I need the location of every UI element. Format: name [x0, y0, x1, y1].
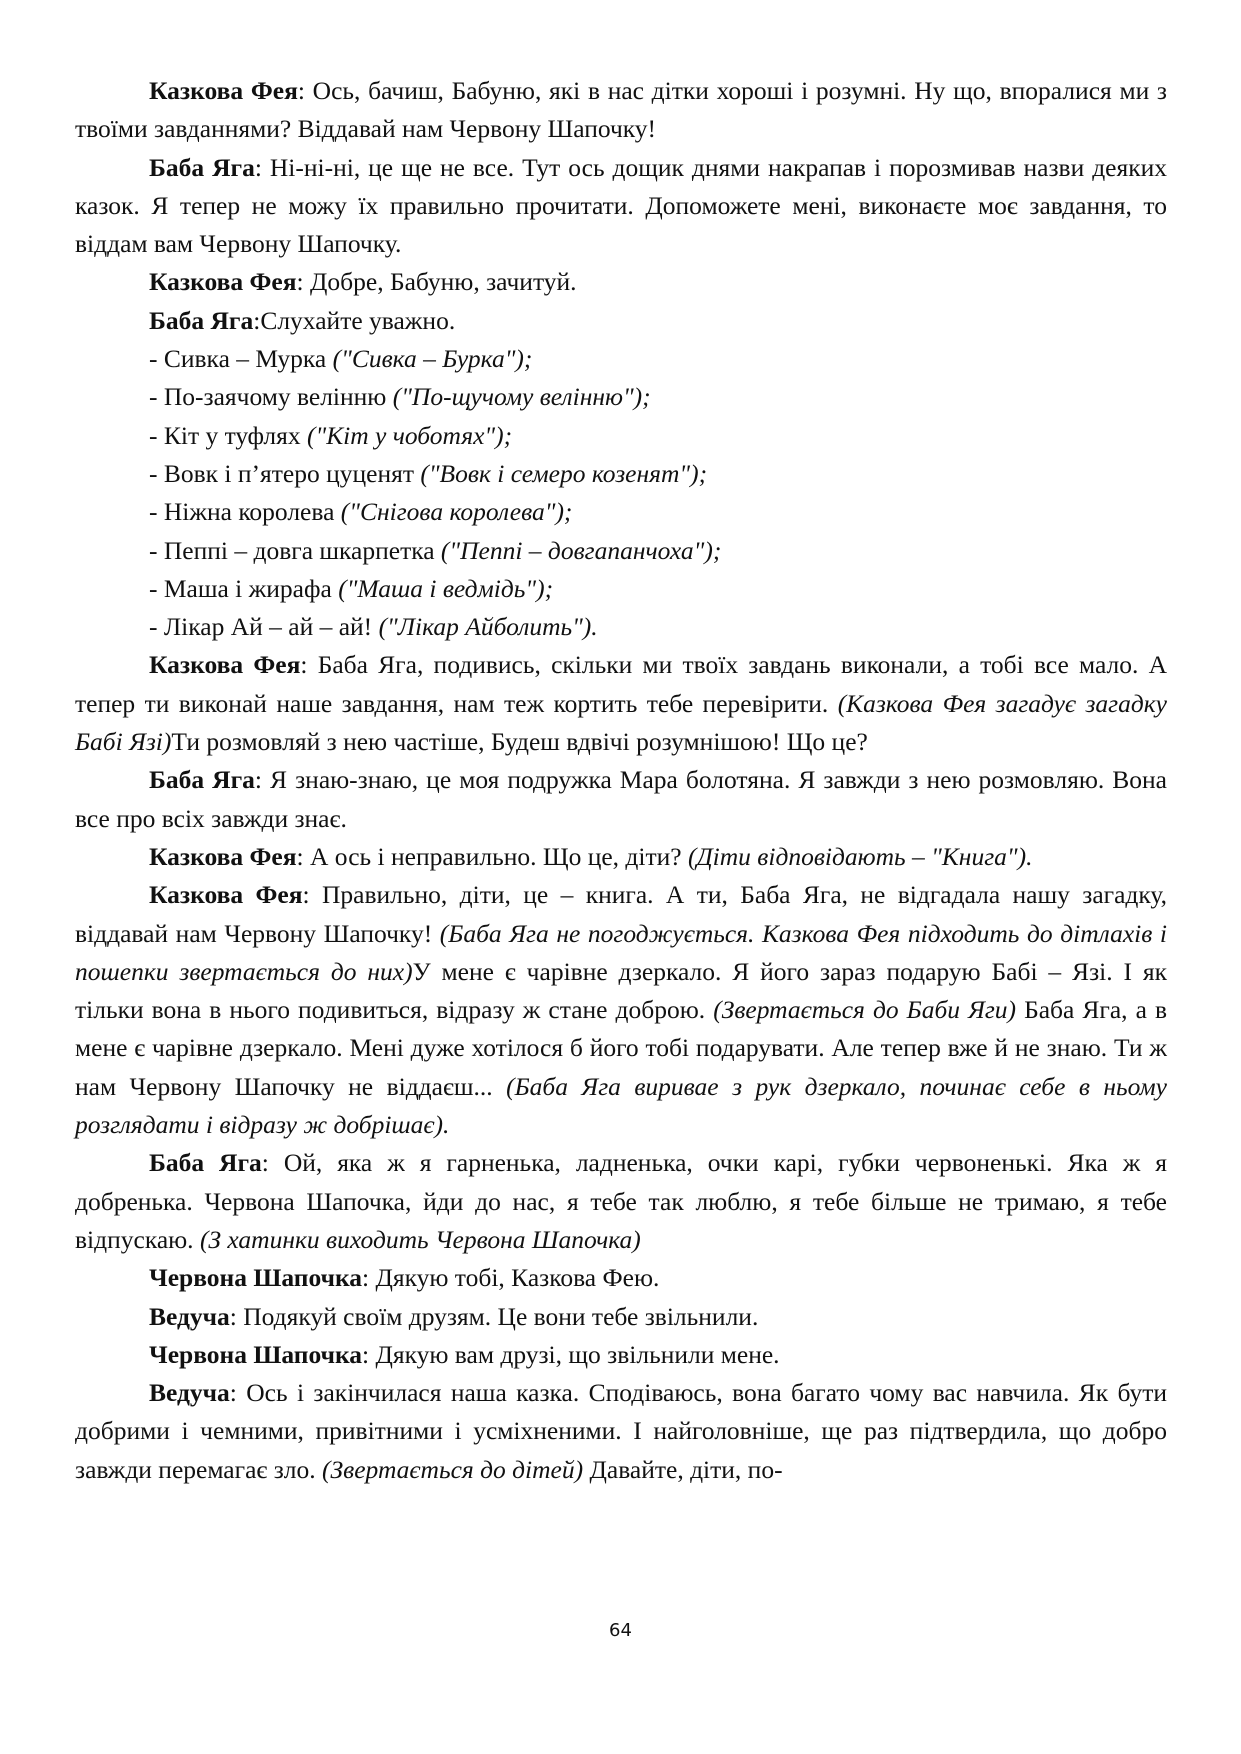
dialogue-line: [75, 72, 1167, 149]
speaker-name: Казкова Фея: [149, 841, 297, 871]
speaker-separator: :: [261, 1148, 284, 1178]
line-text: Дякую тобі, Казкова Фею.: [375, 1263, 660, 1293]
dialogue-line: [75, 1259, 1167, 1297]
stage-direction: (Баба Яга виривае з рук дзеркало, починає себе в ньому розглядати і відразу ж добрішає).: [75, 1071, 1167, 1140]
tale-list-item: [75, 493, 1167, 531]
speaker-separator: :: [300, 650, 318, 680]
speaker-name: Казкова Фея: [149, 76, 298, 105]
line-text: Баба Яга, а в мене є чарівне дзеркало. Мені дуже хотілося б його тобі подарувати. Але тепер вже й не знаю. Ти ж нам Червону Шапочку не віддаєш...: [75, 995, 1167, 1101]
stage-direction: (Діти відповідають – "Книга").: [687, 841, 1033, 871]
stage-direction: ("Вовк і семеро козенят");: [420, 458, 708, 488]
speaker-separator: :: [302, 880, 322, 910]
stage-direction: (Баба Яга не погоджується. Казкова Фея підходить до дітлахів і пошепки звертається до них): [75, 918, 1167, 986]
line-text: Баба Яга, подивись, скільки ми твоїх завдань виконали, а тобі все мало. А тепер ти виконай наше завдання, нам теж кортить тебе перевірити.: [75, 650, 1167, 718]
speaker-name: Червона Шапочка: [149, 1339, 363, 1369]
line-text: Правильно, діти, це – книга. А ти, Баба Яга, не відгадала нашу загадку, віддавай нам Червону Шапочку!: [75, 880, 1167, 948]
line-text: Ось і закінчилася наша казка. Сподіваюсь, вона багато чому вас навчила. Як бути добрими і чемними, привітними і усміхненими. І найголовніше, ще раз підтвердила, що добро завжди перемагає зло.: [75, 1378, 1167, 1484]
speaker-name: Баба Яга: [149, 1148, 262, 1178]
dialogue-line: [75, 1298, 1167, 1336]
tale-list-item: [75, 570, 1167, 608]
dialogue-line: [75, 149, 1167, 264]
dialogue-line: [75, 1144, 1167, 1259]
stage-direction: ("По-щучому велінню");: [392, 382, 651, 412]
script-text: [75, 72, 1167, 1489]
stage-direction: ("Кіт у чоботях");: [307, 420, 513, 450]
speaker-separator: :: [362, 1263, 376, 1293]
line-text: У мене є чарівне дзеркало. Я його зараз подарую Бабі – Язі. І як тільки вона в нього подивиться, відразу ж стане доброю.: [75, 956, 1167, 1025]
line-text: - Ніжна королева: [149, 497, 341, 527]
line-text: - Лікар Ай – ай – ай!: [149, 612, 379, 642]
line-text: Подякуй своїм друзям. Це вони тебе звільнили.: [243, 1301, 759, 1331]
stage-direction: (Звертається до Баби Яги): [713, 995, 1017, 1025]
speaker-name: Казкова Фея: [149, 267, 297, 297]
speaker-separator: :: [297, 76, 313, 105]
speaker-separator: :: [254, 765, 271, 795]
line-text: Добре, Бабуню, зачитуй.: [310, 267, 577, 297]
line-text: Слухайте уважно.: [260, 305, 456, 335]
dialogue-line: [75, 1374, 1167, 1489]
stage-direction: (З хатинки виходить Червона Шапочка): [199, 1224, 641, 1254]
line-text: - По-заячому велінню: [149, 382, 393, 412]
dialogue-line: [75, 263, 1167, 301]
tale-list-item: [75, 532, 1167, 570]
line-text: Ось, бачиш, Бабуню, які в нас дітки хороші і розумні. Ну що, впоралися ми з твоїми завданнями? Віддавай нам Червону Шапочку!: [75, 76, 1167, 144]
tale-list-item: [75, 378, 1167, 416]
tale-list-item: [75, 340, 1167, 378]
line-text: Ой, яка ж я гарненька, ладненька, очки карі, губки червоненькі. Яка ж я добренька. Червона Шапочка, йди до нас, я тебе так люблю, я тебе більше не тримаю, я тебе відпускаю.: [75, 1148, 1167, 1254]
dialogue-line: [75, 838, 1167, 876]
speaker-name: Казкова Фея: [149, 650, 301, 680]
dialogue-line: [75, 646, 1167, 761]
speaker-name: Баба Яга: [149, 152, 255, 182]
dialogue-line: [75, 1336, 1167, 1374]
speaker-separator: :: [253, 305, 261, 335]
line-text: - Пеппі – довга шкарпетка: [149, 535, 441, 565]
speaker-name: Ведуча: [149, 1378, 230, 1408]
line-text: Дякую вам друзі, що звільнили мене.: [375, 1339, 780, 1369]
speaker-name: Казкова Фея: [149, 880, 303, 910]
speaker-separator: :: [296, 841, 311, 871]
dialogue-line: [75, 761, 1167, 838]
line-text: Ти розмовляй з нею частіше, Будеш вдвічі розумнішою! Що це?: [171, 727, 868, 757]
speaker-name: Баба Яга: [149, 305, 254, 335]
tale-list-item: [75, 455, 1167, 493]
tale-list-item: [75, 417, 1167, 455]
line-text: - Маша і жирафа: [149, 573, 339, 603]
speaker-separator: :: [296, 267, 311, 297]
line-text: Я знаю-знаю, це моя подружка Мара болотяна. Я завжди з нею розмовляю. Вона все про всіх завжди знає.: [75, 765, 1168, 833]
speaker-separator: :: [362, 1339, 376, 1369]
stage-direction: (Казкова Фея загадує загадку Бабі Язі): [75, 688, 1167, 757]
dialogue-line: [75, 876, 1167, 1144]
line-text: - Кіт у туфлях: [149, 420, 307, 450]
stage-direction: ("Пеппі – довгапанчоха");: [440, 535, 722, 565]
stage-direction: ("Снігова королева");: [340, 497, 573, 527]
line-text: - Сивка – Мурка: [149, 344, 333, 374]
line-text: А ось і неправильно. Що це, діти?: [310, 841, 688, 871]
stage-direction: ("Лікар Айболить").: [378, 612, 598, 642]
stage-direction: ("Сивка – Бурка");: [332, 344, 533, 374]
speaker-separator: :: [254, 152, 270, 182]
dialogue-line: [75, 302, 1167, 340]
page-number: 64: [609, 1620, 632, 1641]
speaker-separator: :: [229, 1378, 247, 1408]
line-text: Давайте, діти, по-: [583, 1454, 783, 1484]
speaker-name: Ведуча: [149, 1301, 230, 1331]
speaker-separator: :: [229, 1301, 244, 1331]
stage-direction: (Звертається до дітей): [322, 1454, 584, 1484]
tale-list-item: [75, 608, 1167, 646]
speaker-name: Баба Яга: [149, 765, 255, 795]
stage-direction: ("Маша і ведмідь");: [338, 573, 554, 603]
speaker-name: Червона Шапочка: [149, 1263, 363, 1293]
line-text: Ні-ні-ні, це ще не все. Тут ось дощик днями накрапав і порозмивав назви деяких казок. Я тепер не можу їх правильно прочитати. Допоможете мені, виконаєте моє завдання, то віддам вам Червону Шапочку.: [75, 152, 1167, 259]
line-text: - Вовк і п’ятеро цуценят: [149, 458, 421, 488]
